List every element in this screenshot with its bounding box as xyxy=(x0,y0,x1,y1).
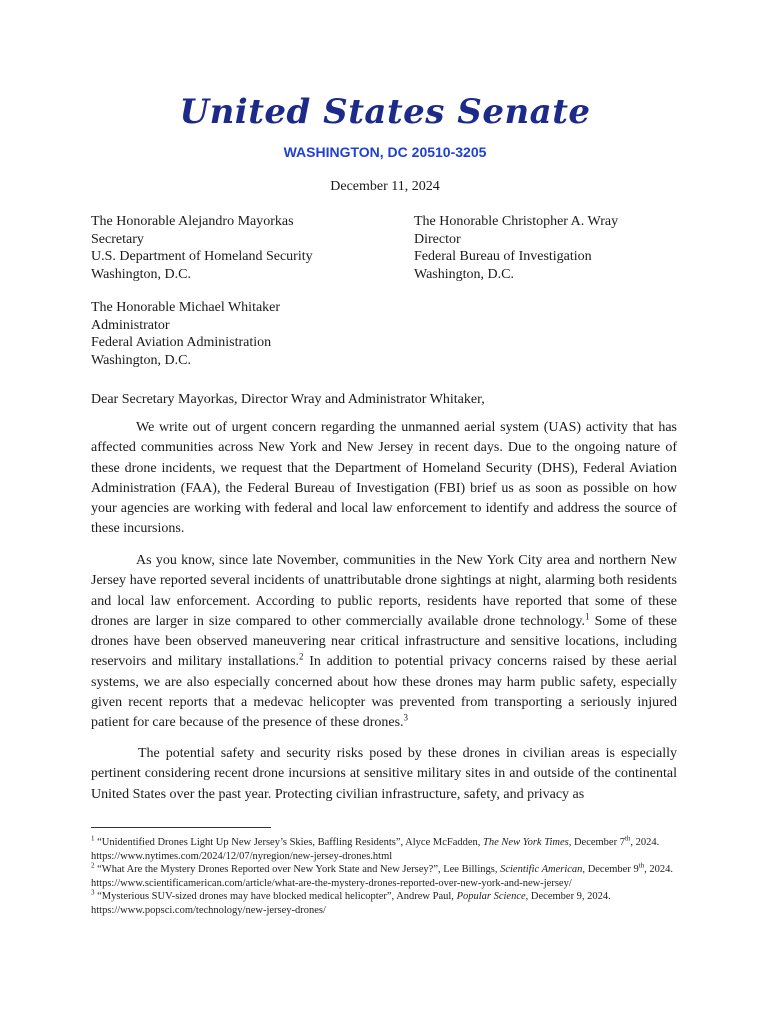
footnote-url[interactable]: https://www.scientificamerican.com/article/what-are-the-mystery-drones-reported-over-new-york-and-new-jersey/ xyxy=(91,877,572,889)
footnotes xyxy=(91,836,681,917)
footnote-text: December 7 xyxy=(571,837,625,848)
addressee-block-1 xyxy=(91,213,313,283)
addressee-block-2 xyxy=(414,213,618,283)
body-paragraph-2 xyxy=(91,551,677,734)
addressee-title: Secretary xyxy=(91,231,144,247)
footnote-ref[interactable]: 2 xyxy=(299,651,304,662)
footnote-text: , December 9, 2024. xyxy=(525,891,611,902)
footnote-number: 3 xyxy=(91,888,95,897)
addressee-city: Washington, D.C. xyxy=(91,352,191,368)
footnote-url[interactable]: https://www.nytimes.com/2024/12/07/nyregion/new-jersey-drones.html xyxy=(91,850,393,862)
footnote-url[interactable]: https://www.popsci.com/technology/new-jersey-drones/ xyxy=(91,904,326,916)
footnote-text: “Mysterious SUV-sized drones may have blocked medical helicopter”, Andrew Paul, xyxy=(94,891,457,902)
footnote-publication: Popular Science xyxy=(456,891,526,902)
footnote-text: , 2024. xyxy=(644,864,674,875)
addressee-org: Federal Aviation Administration xyxy=(91,335,272,350)
addressee-title: Director xyxy=(414,231,461,247)
addressee-org: Federal Bureau of Investigation xyxy=(414,249,592,264)
body-paragraph-1: We write out of urgent concern regarding the unmanned aerial system (UAS) activity that has affected communities across New York and New Jersey in recent days. Due to the ongoing nature of these drone incidents, we request that the Department of Homeland Security (DHS), Federal Aviation Administration (FAA), the Federal Bureau of Investigation (FBI) brief us as soon as possible on how your agencies are working with federal and local law enforcement to identify and address the source of these incursions. xyxy=(91,420,677,537)
addressee-block-3 xyxy=(91,299,280,369)
footnote-1 xyxy=(91,836,681,863)
footnote-separator xyxy=(91,827,271,828)
body-paragraph-3: The potential safety and security risks posed by these drones in civilian areas is especially pertinent considering recent drone incursions at sensitive military sites in and outside of the continental United States over the past year. Protecting civilian infrastructure, safety, and privacy as xyxy=(91,746,677,802)
paragraph-text: As you know, since late November, communities in the New York City area and northern New Jersey have reported several incidents of unattributable drone sightings at night, alarming both residents and local law enforcement. According to public reports, residents have reported that some of these drones are larger in size compared to other commercially available drone technology. xyxy=(91,553,677,629)
footnote-text: “Unidentified Drones Light Up New Jersey’s Skies, Baffling Residents”, Alyce McFadden, xyxy=(94,837,484,848)
footnote-text: December 9 xyxy=(585,864,639,875)
footnote-ref[interactable]: 1 xyxy=(585,611,590,622)
letterhead-title: United States Senate xyxy=(179,92,591,132)
footnote-text: , 2024. xyxy=(630,837,660,848)
footnote-ref[interactable]: 3 xyxy=(403,712,409,723)
ordinal-suffix: th xyxy=(638,861,645,870)
addressee-title: Administrator xyxy=(91,317,170,333)
footnote-publication: The New York Times, xyxy=(483,837,572,848)
footnote-publication: Scientific American, xyxy=(500,864,586,875)
ordinal-suffix: th xyxy=(624,834,631,843)
salutation: Dear Secretary Mayorkas, Director Wray and Administrator Whitaker, xyxy=(91,392,485,407)
footnote-number: 1 xyxy=(91,834,95,843)
addressee-name: The Honorable Christopher A. Wray xyxy=(414,214,619,229)
paragraph-text: Some of these drones have been observed maneuvering near critical infrastructure and sensitive locations, including reservoirs and military installations. xyxy=(91,613,677,670)
footnote-number: 2 xyxy=(91,861,95,870)
paragraph-text: In addition to potential privacy concerns raised by these aerial systems, we are also especially concerned about how these drones may harm public safety, especially given recent reports that a medevac helicopter was prevented from transporting a seriously injured patient for care because of the presence of these drones. xyxy=(91,654,677,731)
footnote-3 xyxy=(91,890,681,917)
addressee-city: Washington, D.C. xyxy=(414,266,514,282)
addressee-city: Washington, D.C. xyxy=(91,266,191,282)
addressee-org: U.S. Department of Homeland Security xyxy=(91,249,313,264)
addressee-name: The Honorable Alejandro Mayorkas xyxy=(91,214,294,229)
addressee-name: The Honorable Michael Whitaker xyxy=(91,300,281,315)
footnote-text: “What Are the Mystery Drones Reported over New York State and New Jersey?”, Lee Billings, xyxy=(94,864,501,875)
letterhead-address: WASHINGTON, DC 20510-3205 xyxy=(283,144,487,160)
letter-date: December 11, 2024 xyxy=(330,179,440,194)
footnote-2 xyxy=(91,863,681,890)
